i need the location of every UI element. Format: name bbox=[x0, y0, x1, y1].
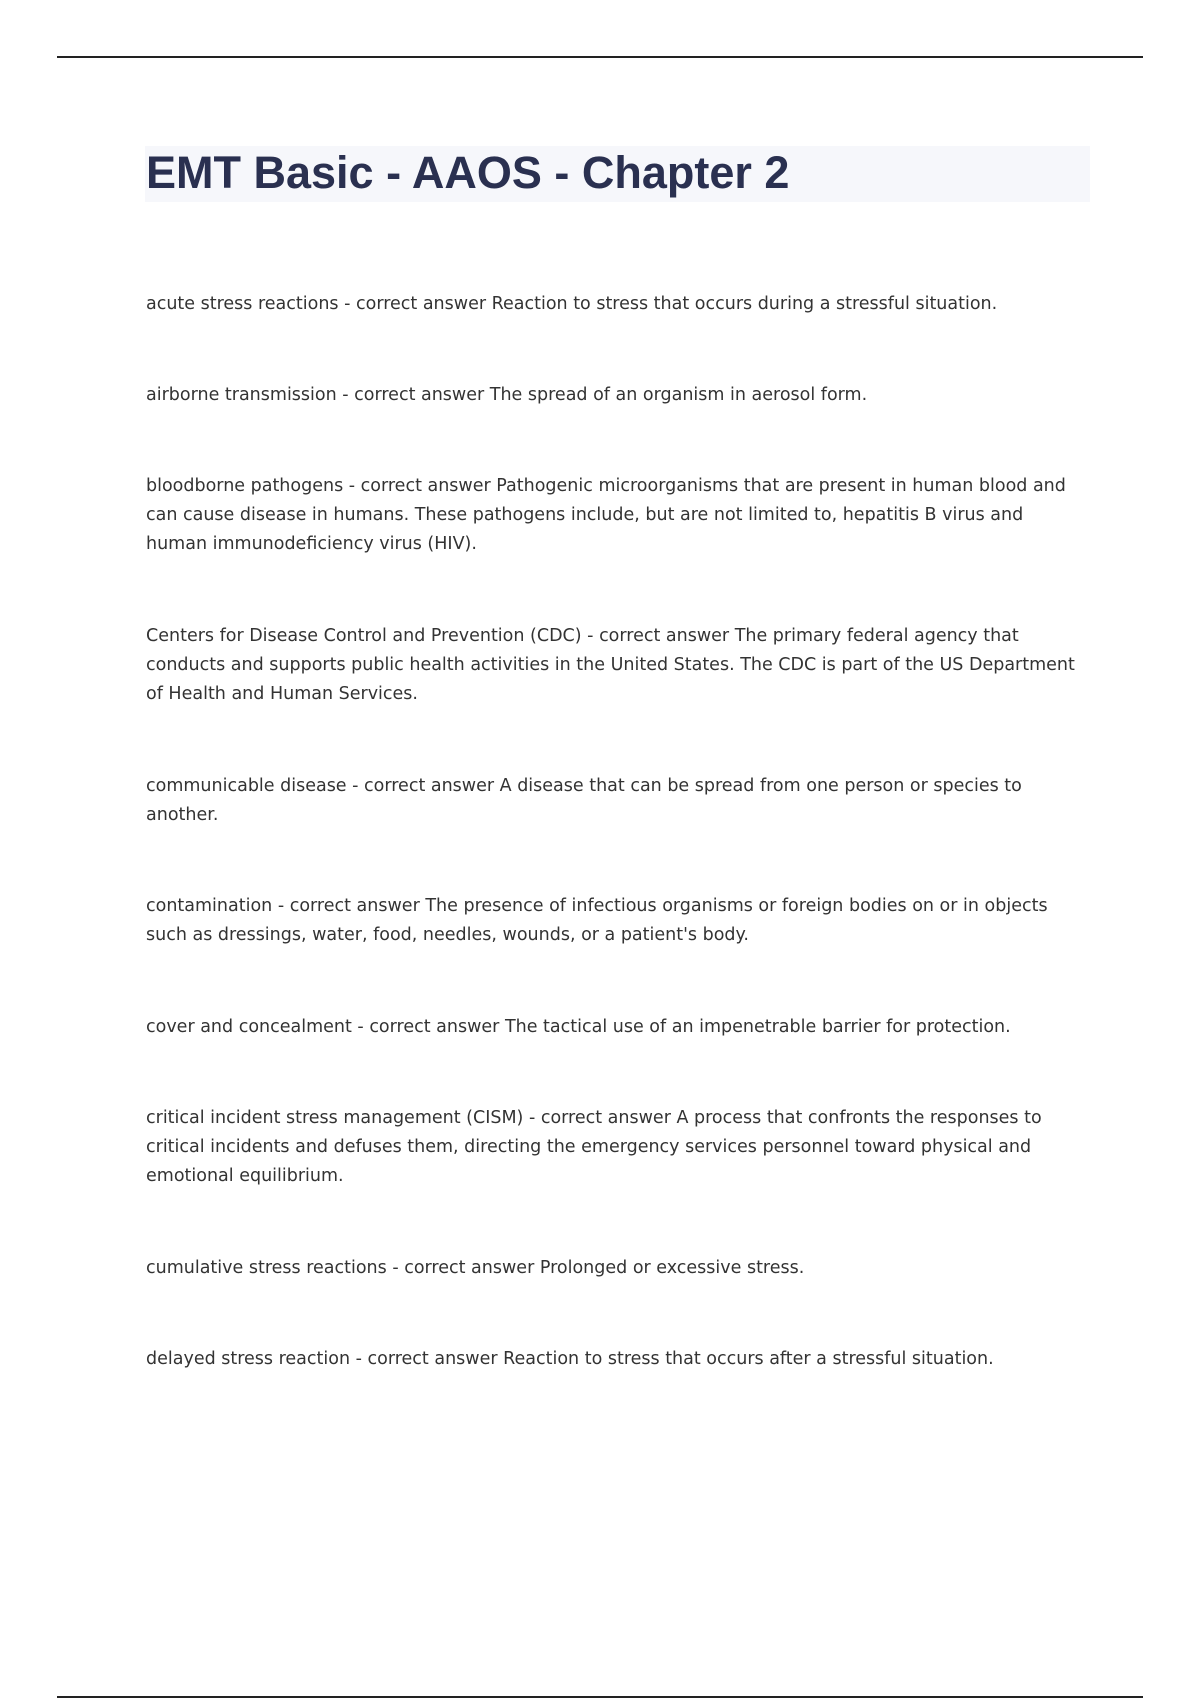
page-title: EMT Basic - AAOS - Chapter 2 bbox=[146, 147, 790, 198]
entry-definition: Pathogenic microorganisms that are present in human blood and can cause disease in humans. These pathogens include, but are not limited to, hepatitis B virus and human immunodeficiency virus (HIV). bbox=[146, 476, 1066, 554]
entry-term: delayed stress reaction - bbox=[146, 1349, 368, 1369]
entry-definition: Reaction to stress that occurs after a stressful situation. bbox=[503, 1349, 994, 1369]
entry-definition: Reaction to stress that occurs during a stressful situation. bbox=[491, 294, 998, 314]
entry-answer-label: correct answer bbox=[360, 476, 491, 496]
entry-answer-label: correct answer bbox=[367, 1349, 498, 1369]
entry-answer-label: correct answer bbox=[369, 1017, 500, 1037]
glossary-entry-cism bbox=[146, 1104, 1086, 1191]
entry-definition: A disease that can be spread from one person or species to another. bbox=[146, 776, 1022, 825]
entry-definition: The primary federal agency that conducts and supports public health activities in the United States. The CDC is part of the US Department of Health and Human Services. bbox=[146, 626, 1075, 704]
entry-term: cumulative stress reactions - bbox=[146, 1258, 404, 1278]
entry-definition: The tactical use of an impenetrable barrier for protection. bbox=[504, 1017, 1011, 1037]
glossary-entry-acute-stress-reactions bbox=[146, 290, 1086, 319]
bottom-rule bbox=[57, 1696, 1143, 1698]
entry-term: bloodborne pathogens - bbox=[146, 476, 361, 496]
entry-answer-label: correct answer bbox=[354, 385, 485, 405]
glossary-entry-communicable-disease bbox=[146, 772, 1086, 830]
entry-term: acute stress reactions - bbox=[146, 294, 356, 314]
entry-term: critical incident stress management (CISM) - bbox=[146, 1108, 541, 1128]
entry-answer-label: correct answer bbox=[364, 776, 495, 796]
glossary-entry-cdc bbox=[146, 622, 1086, 709]
entry-answer-label: correct answer bbox=[404, 1258, 535, 1278]
glossary-entry-airborne-transmission bbox=[146, 381, 1086, 410]
entry-term: contamination - bbox=[146, 896, 290, 916]
glossary-entry-contamination bbox=[146, 892, 1086, 950]
glossary-entry-cumulative-stress-reactions bbox=[146, 1254, 1086, 1283]
entry-definition: A process that confronts the responses to critical incidents and defuses them, directing the emergency services personnel toward physical and emotional equilibrium. bbox=[146, 1108, 1042, 1186]
entry-answer-label: correct answer bbox=[289, 896, 420, 916]
entry-answer-label: correct answer bbox=[540, 1108, 671, 1128]
top-rule bbox=[57, 56, 1143, 58]
entry-term: cover and concealment - bbox=[146, 1017, 369, 1037]
entry-definition: Prolonged or excessive stress. bbox=[539, 1258, 805, 1278]
entry-answer-label: correct answer bbox=[599, 626, 730, 646]
entry-definition: The spread of an organism in aerosol form. bbox=[489, 385, 868, 405]
entry-answer-label: correct answer bbox=[356, 294, 487, 314]
glossary-entry-bloodborne-pathogens bbox=[146, 472, 1086, 559]
entry-term: communicable disease - bbox=[146, 776, 364, 796]
glossary-entry-delayed-stress-reaction bbox=[146, 1345, 1086, 1374]
glossary-entry-cover-and-concealment bbox=[146, 1013, 1086, 1042]
entry-term: airborne transmission - bbox=[146, 385, 354, 405]
entry-term: Centers for Disease Control and Prevention (CDC) - bbox=[146, 626, 599, 646]
entry-definition: The presence of infectious organisms or foreign bodies on or in objects such as dressings, water, food, needles, wounds, or a patient's body. bbox=[146, 896, 1048, 945]
